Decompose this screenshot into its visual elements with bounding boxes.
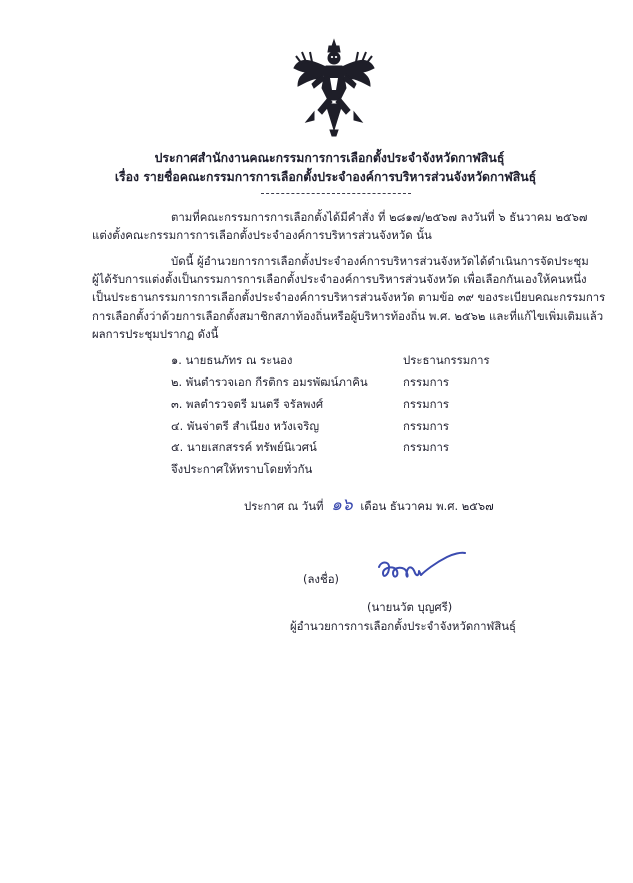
paragraph-2-line-5: ผลการประชุมปรากฏ ดังนี้ — [92, 327, 219, 341]
member-name: ๔. พันจ่าตรี สำเนียง หวังเจริญ — [171, 419, 320, 433]
paragraph-2-line-3: เป็นประธานกรรมการการเลือกตั้งประจำองค์การบริหารส่วนจังหวัด ตามข้อ ๓๙ ของระเบียบคณะกรรมการ — [92, 290, 606, 304]
member-name: ๓. พลตำรวจตรี มนตรี จรัลพงศ์ — [171, 397, 324, 411]
member-role: ประธานกรรมการ — [403, 353, 490, 367]
paragraph-1-line-1: ตามที่คณะกรรมการการเลือกตั้งได้มีคำสั่ง ที่ ๒๘๑๗/๒๕๖๗ ลงวันที่ ๖ ธันวาคม ๒๕๖๗ — [171, 210, 588, 224]
date-day: ๑๖ — [331, 495, 353, 515]
member-name: ๒. พันตำรวจเอก กีรติกร อมรพัฒน์ภาคิน — [171, 375, 368, 389]
member-name: ๑. นายธนภัทร ณ ระนอง — [171, 353, 293, 367]
signatory-name: (นายนวัต บุญศรี) — [367, 600, 453, 614]
paragraph-2-line-2: ผู้ได้รับการแต่งตั้งเป็นกรรมการการเลือกตั้งประจำองค์การบริหารส่วนจังหวัด เพื่อเลือกกันเองให้คนหนึ่ง — [92, 272, 587, 286]
closing-statement: จึงประกาศให้ทราบโดยทั่วกัน — [171, 462, 313, 476]
garuda-emblem-icon — [292, 38, 376, 138]
date-suffix: เดือน ธันวาคม พ.ศ. ๒๕๖๗ — [360, 499, 494, 513]
member-role: กรรมการ — [403, 440, 450, 454]
sign-label: (ลงชื่อ) — [303, 572, 340, 586]
paragraph-2-line-1: บัดนี้ ผู้อำนวยการการเลือกตั้งประจำองค์การบริหารส่วนจังหวัดได้ดำเนินการจัดประชุม — [171, 254, 589, 268]
member-role: กรรมการ — [403, 419, 450, 433]
paragraph-1-line-2: แต่งตั้งคณะกรรมการการเลือกตั้งประจำองค์การบริหารส่วนจังหวัด นั้น — [92, 228, 432, 242]
announcement-subject: เรื่อง รายชื่อคณะกรรมการการเลือกตั้งประจำองค์การบริหารส่วนจังหวัดกาฬสินธุ์ — [114, 170, 537, 184]
member-role: กรรมการ — [403, 375, 450, 389]
signatory-position: ผู้อำนวยการการเลือกตั้งประจำจังหวัดกาฬสินธุ์ — [290, 619, 517, 633]
announcement-title: ประกาศสำนักงานคณะกรรมการการเลือกตั้งประจำจังหวัดกาฬสินธุ์ — [154, 151, 505, 165]
paragraph-2-line-4: การเลือกตั้งว่าด้วยการเลือกตั้งสมาชิกสภาท้องถิ่นหรือผู้บริหารท้องถิ่น พ.ศ. ๒๕๖๒ และที่แก้ไขเพิ่มเติมแล้ว — [92, 309, 604, 323]
announce-date — [244, 497, 494, 514]
handwritten-signature — [375, 551, 467, 587]
member-name: ๕. นายเสกสรรค์ ทรัพย์นิเวศน์ — [171, 440, 317, 454]
date-prefix: ประกาศ ณ วันที่ — [244, 499, 324, 513]
title-divider — [261, 193, 411, 194]
member-role: กรรมการ — [403, 397, 450, 411]
